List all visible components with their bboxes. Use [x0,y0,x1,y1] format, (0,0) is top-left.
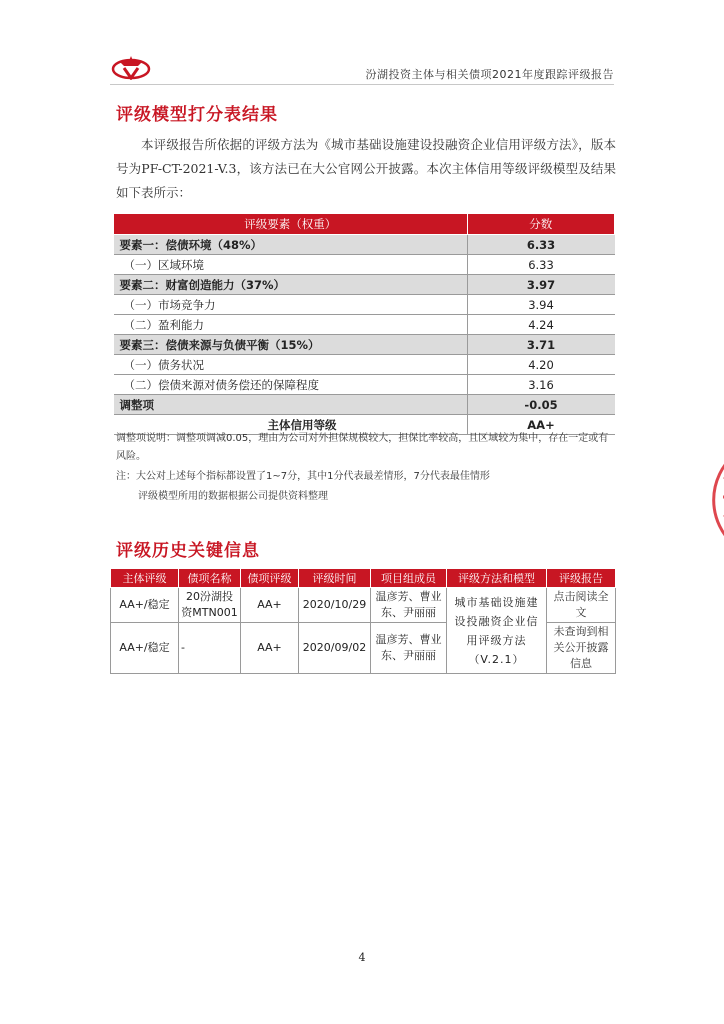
score-factor-label: 调整项 [114,395,468,415]
score-row [114,375,615,395]
score-row [114,255,615,275]
team-cell: 温彦芳、曹业东、尹丽丽 [371,623,447,674]
score-row [114,235,615,255]
score-value: 6.33 [467,255,615,275]
score-value: AA+ [467,415,615,435]
score-value: 3.97 [467,275,615,295]
history-header-date: 评级时间 [299,569,371,588]
history-header-team: 项目组成员 [371,569,447,588]
score-factor-label: 主体信用等级 [114,415,468,435]
score-factor-label: （二）盈利能力 [114,315,468,335]
issue-name-cell: - [179,623,241,674]
header-divider [110,84,614,85]
adjustment-note: 调整项说明：调整项调减0.05，理由为公司对外担保规模较大，担保比率较高，且区域较为集中，存在一定或有风险。 [116,433,609,462]
date-cell: 2020/10/29 [299,588,371,623]
history-header-issue-name: 债项名称 [179,569,241,588]
score-table [113,213,615,435]
score-value: 3.94 [467,295,615,315]
score-value: -0.05 [467,395,615,415]
score-factor-label: 要素一：偿债环境（48%） [114,235,468,255]
score-value: 6.33 [467,235,615,255]
issuer-rating-cell: AA+/稳定 [111,623,179,674]
issue-name-cell: 20汾湖投资MTN001 [179,588,241,623]
score-row [114,275,615,295]
date-cell: 2020/09/02 [299,623,371,674]
score-factor-label: （一）区域环境 [114,255,468,275]
history-header-report: 评级报告 [547,569,616,588]
score-header-value: 分数 [467,214,615,235]
score-factor-label: 要素三：偿债来源与负债平衡（15%） [114,335,468,355]
score-value: 4.24 [467,315,615,335]
dagong-logo [110,52,152,80]
header-title: 汾湖投资主体与相关债项2021年度跟踪评级报告 [365,68,614,81]
score-factor-label: （一）债务状况 [114,355,468,375]
score-value: 3.16 [467,375,615,395]
score-factor-label: （二）偿债来源对债务偿还的保障程度 [114,375,468,395]
issue-rating-cell: AA+ [241,623,299,674]
source-note: 评级模型所用的数据根据公司提供资料整理 [138,491,328,502]
issue-rating-cell: AA+ [241,588,299,623]
score-factor-label: 要素二：财富创造能力（37%） [114,275,468,295]
score-row [114,335,615,355]
table-row [111,588,616,623]
method-cell: 城市基础设施建设投融资企业信用评级方法（V.2.1） [447,588,547,674]
score-factor-label: （一）市场竞争力 [114,295,468,315]
issuer-rating-cell: AA+/稳定 [111,588,179,623]
section-title-model-scores: 评级模型打分表结果 [116,105,278,125]
seal-stamp-edge [710,455,724,545]
score-row [114,395,615,415]
report-status-cell: 未查询到相关公开披露信息 [547,623,616,674]
score-row [114,355,615,375]
score-row [114,295,615,315]
score-value: 3.71 [467,335,615,355]
section-title-rating-history: 评级历史关键信息 [116,541,260,561]
history-header-issuer-rating: 主体评级 [111,569,179,588]
scale-note: 注：大公对上述每个指标都设置了1~7分，其中1分代表最差情形，7分代表最佳情形 [116,471,490,482]
report-link[interactable]: 点击阅读全文 [547,588,616,623]
score-row [114,315,615,335]
team-cell: 温彦芳、曹业东、尹丽丽 [371,588,447,623]
score-header-factor: 评级要素（权重） [114,214,468,235]
rating-history-table [110,568,616,674]
method-paragraph: 本评级报告所依据的评级方法为《城市基础设施建设投融资企业信用评级方法》，版本号为PF-CT-2021-V.3，该方法已在大公官网公开披露。本次主体信用等级评级模型及结果如下表所示： [116,137,616,200]
history-header-method: 评级方法和模型 [447,569,547,588]
score-value: 4.20 [467,355,615,375]
history-header-issue-rating: 债项评级 [241,569,299,588]
page-number: 4 [358,951,366,964]
